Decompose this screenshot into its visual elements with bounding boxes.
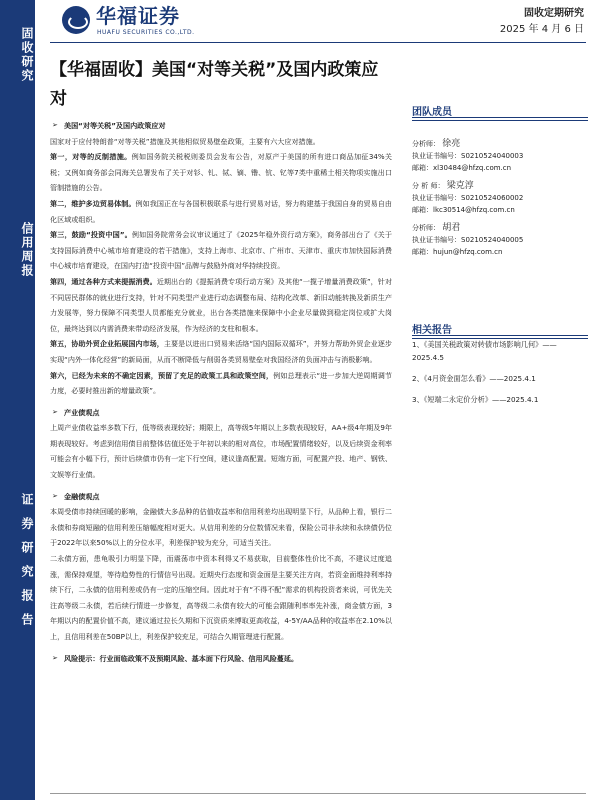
report-type: 固收定期研究: [524, 8, 584, 19]
analyst-email[interactable]: xl30484@hfzq.com.cn: [433, 164, 512, 172]
paragraph-text: 近期出台的《提振消费专项行动方案》及其他“一揽子增量消费政策”，针对不同居民群体的就业进行支持，针对不同类型产业进行动态调整布局、结构化改革、新旧动能转换及新质生产力发展等，努力保障不同类型人员都能充分就业，出台各类措施来保障中小企业尽量做到稳定岗位或扩大岗位，最终达到以内需消费来带动经济发展，作为经济的支柱和根本。: [50, 276, 392, 333]
paragraph: 二永债方面，患龟吸引力明显下降，而震荡市中资本利得又不易获取，目前整体性价比不高，不建议过度追涨，需保持观望，等待趋势性的行情信号出现。近期央行态度和资金面是主要关注方向，若资金面维持利率持续下行，二永债的信用利差或仍有一定的压缩空间。因此对于有“不得不配”需求的机构投资者来说，可优先关注高等级二永债，若后续行情进一步修复，高等级二永债有较大的可能会跟随利率率先补涨，商金债方面，3年期以内的配置价值不高，建议通过拉长久期和下沉资质来博取更高收益，4-5Y/AA品种的收益率在2.10%以上，且信用利差在50BP以上，利差保护较充足，可结合久期管理进行配置。: [50, 554, 392, 641]
brand-name-cn: 华福证券: [96, 4, 180, 28]
paragraph-text: 例如我国正在与各国积极联系与进行贸易对话，努力构建基于我国自身的贸易自由化区域或组织。: [50, 198, 393, 224]
paragraph: 国家对于应付特朗普“对等关税”措施及其他相似贸易壁垒政策，主要有六大应对措施。: [50, 136, 320, 146]
brand-logo: [62, 4, 232, 38]
paragraph: [50, 227, 392, 274]
related-heading-label: 相关报告: [412, 325, 452, 336]
sidebar-label-credit-weekly: 信用周报: [20, 222, 34, 278]
email-label: 邮箱：: [412, 206, 433, 214]
analyst-role: 分 析 师：: [412, 182, 445, 190]
team-heading-label: 团队成员: [412, 107, 452, 118]
cert-label: 执业证书编号：: [412, 152, 461, 160]
analyst-name: 梁克淳: [446, 181, 474, 191]
analyst-email[interactable]: hujun@hfzq.com.cn: [433, 248, 503, 256]
paragraph-text: 例如国务院常务会议审议通过了《2025年稳外资行动方案》，商务部出台了《关于支持国际消费中心城市培育建设的若干措施》，支持上海市、北京市、广州市、天津市、重庆市加快国际消费中心城市培育建设，在国内打造“投资中国”品牌与鼓励外商对华持续投资。: [50, 230, 392, 271]
paragraph: [50, 336, 392, 367]
paragraph: [50, 196, 392, 227]
related-report-item[interactable]: 3、《短端二永定价分析》——2025.4.1: [412, 395, 539, 404]
sidebar-label-fixed-income: 固收研究: [20, 27, 34, 83]
risk-label: 风险提示：: [64, 653, 100, 663]
section-heading: ➢ 美国“对等关税”及国内政策应对: [50, 118, 392, 134]
risk-text: 行业面临政策不及预期风险、基本面下行风险、信用风险蔓延。: [99, 653, 299, 663]
paragraph: [50, 368, 392, 399]
paragraph-text: 例如总理表示“进一步加大逆周期调节力度，必要时推出新的增量政策”。: [50, 370, 392, 396]
analyst-role: 分析师：: [412, 224, 440, 232]
paragraph-text: 例如国务院关税税则委员会发布公告，对原产于美国的所有进口商品加征34%关税；又例如商务部会同海关总署发布了关于对钐、钆、铽、镝、镥、钪、钇等7类中重稀土相关物项实施出口管制措施的公告。: [50, 152, 393, 193]
team-heading: [412, 100, 588, 118]
paragraph-lead: 第四，通过各种方式来提振消费。: [50, 276, 157, 286]
page-title: 【华福固收】美国“对等关税”及国内政策应对: [50, 60, 379, 109]
cert-number: S0210524060002: [461, 194, 524, 202]
email-label: 邮箱：: [412, 248, 433, 256]
analyst-card: [412, 222, 584, 258]
report-date: 2025 年 4 月 6 日: [499, 24, 584, 35]
logo-mark-icon: [62, 6, 90, 34]
paragraph: 上周产业债收益率多数下行，低等级表现较好；期限上，高等级5年期以上多数表现较好，AA+级4年期及9年期表现较好。考虑到信用债目前整体估值还处于年初以来的相对高位，市场配置情绪较好，以及后续资金利率可能会有小幅下行，预计后续债市仍有一定下行空间，建议逢高配置。短端方面，可配置产投、地产、钢铁、文娱等行业债。: [50, 423, 392, 480]
brand-name-en: HUAFU SECURITIES CO.,LTD.: [97, 29, 195, 36]
cert-number: S0210524040003: [461, 152, 524, 160]
header-divider: [50, 42, 586, 43]
paragraph: [50, 274, 392, 336]
sidebar-label-securities-report: 证券研究报告: [20, 493, 34, 637]
paragraph: 本周受债市持续回暖的影响，金融债大多品种的估值收益率和信用利差均出现明显下行，从品种上看，银行二永债和券商短融的信用利差压缩幅度相对更大。从信用利差的分位数情况来看，保险公司非永续和永续债仍位于2022年以来50%以上的分位水平，利差保护较为充分，可适当关注。: [50, 507, 392, 548]
risk-warning: [50, 651, 392, 667]
paragraph: [50, 149, 392, 196]
paragraph-lead: 第二，维护多边贸易体制。: [50, 198, 136, 208]
related-heading: [412, 318, 588, 336]
analyst-card: [412, 138, 584, 174]
paragraph-lead: 第六，已经为未来的不确定因素，预留了充足的政策工具和政策空间，: [50, 370, 274, 380]
report-body: [50, 118, 392, 666]
section-heading: ➢ 金融债观点: [50, 489, 392, 505]
analyst-card: [412, 180, 584, 216]
section-heading: ➢ 产业债观点: [50, 405, 392, 421]
paragraph-lead: 第三，鼓励“投资中国”。: [50, 230, 132, 240]
analyst-role: 分析师：: [412, 140, 440, 148]
paragraph-lead: 第五，协助外贸企业拓展国内市场，: [50, 339, 164, 349]
email-label: 邮箱：: [412, 164, 433, 172]
related-report-item[interactable]: 1、《美国关税政策对转债市场影响几何》——2025.4.5: [412, 340, 557, 362]
header-meta: [500, 6, 584, 38]
analyst-name: 胡君: [442, 223, 461, 233]
paragraph-text: 主要是以进出口贸易来活络“国内国际双循环”，并努力帮助外贸企业逐步实现“内外一体化经营”的新局面，从而不断降低与削弱各类贸易壁垒对我国经济的负面冲击与消极影响。: [50, 339, 392, 364]
paragraph-lead: 第一，对等的反制措施。: [50, 152, 132, 162]
sidebar: [0, 0, 35, 800]
analyst-email[interactable]: lkc30514@hfzq.com.cn: [433, 206, 515, 214]
footer-divider: [50, 793, 586, 794]
cert-number: S0210524040005: [461, 236, 524, 244]
related-report-item[interactable]: 2、《4月资金面怎么看》——2025.4.1: [412, 374, 536, 383]
analyst-name: 徐亮: [442, 139, 461, 149]
related-report-list: [412, 338, 588, 406]
cert-label: 执业证书编号：: [412, 236, 461, 244]
cert-label: 执业证书编号：: [412, 194, 461, 202]
